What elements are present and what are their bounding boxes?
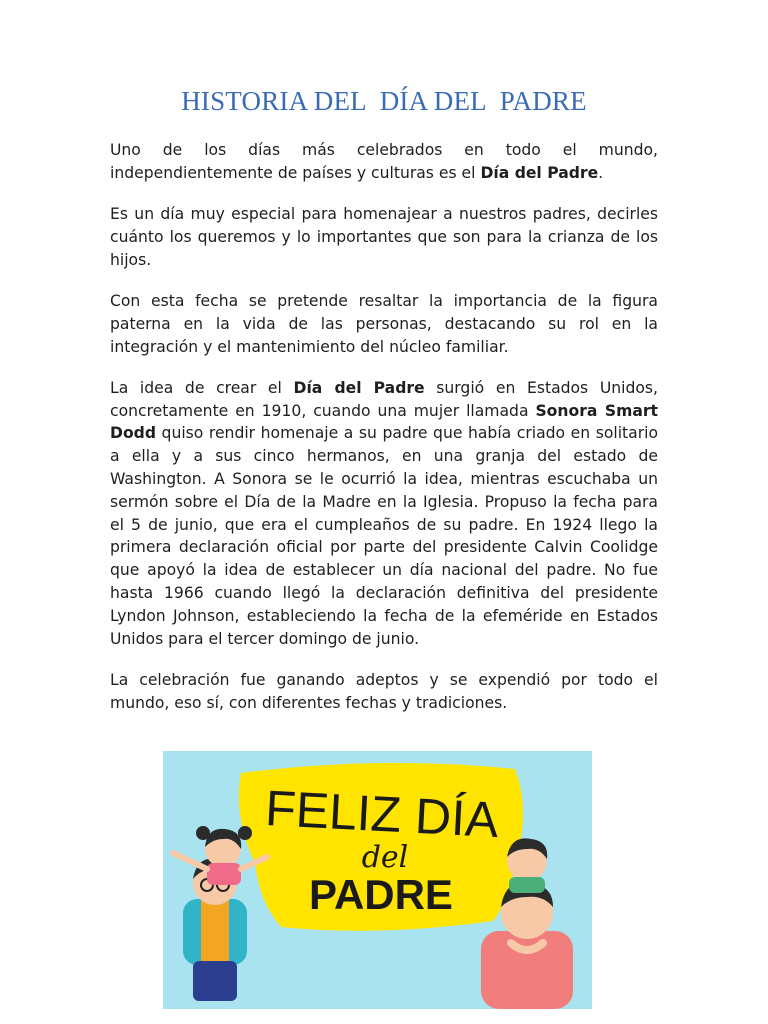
left-dad-shirt-stripes	[201, 899, 229, 965]
paragraph-4	[110, 377, 658, 651]
right-dad-torso	[481, 931, 573, 1009]
left-girl-ponytail-left	[196, 826, 210, 840]
paragraph-4-text-a: La idea de crear el	[110, 378, 294, 397]
document-title: HISTORIA DEL DÍA DEL PADRE	[181, 86, 587, 116]
paragraph-4-bold-a: Día del Padre	[293, 378, 425, 397]
left-girl-ponytail-right	[238, 826, 252, 840]
fathers-day-poster	[163, 751, 592, 1009]
paragraph-2: Es un día muy especial para homenajear a nuestros padres, decirles cuánto los queremos y lo importantes que son para la crianza de los hijos.	[110, 205, 658, 269]
poster-line-3: PADRE	[309, 871, 453, 918]
paragraph-3: Con esta fecha se pretende resaltar la importancia de la figura paterna en la vida de las personas, destacando su rol en la integración y el mantenimiento del núcleo familiar.	[110, 291, 658, 356]
document-body	[110, 139, 658, 733]
paragraph-5: La celebración fue ganando adeptos y se expendió por todo el mundo, eso sí, con diferentes fechas y tradiciones.	[110, 670, 658, 712]
poster-line-2: del	[361, 840, 409, 875]
right-boy-shirt	[509, 877, 545, 893]
paragraph-4-bold-b: Sonora Smart Dodd	[110, 401, 658, 443]
poster-line-1: FELIZ DÍA	[263, 779, 500, 849]
paragraph-1-text-a: Uno de los días más celebrados en todo el mundo, independientemente de países y culturas es el	[110, 141, 658, 182]
left-girl-dress	[207, 863, 241, 885]
paragraph-1	[110, 139, 658, 185]
paragraph-4-text-e: quiso rendir homenaje a su padre que había criado en solitario a ella y a sus cinco hermanos, en una granja del estado de Washington. A Sonora se le ocurrió la idea, mientras escuchaba un sermón sobre el Día de la Madre en la Iglesia. Propuso la fecha para el 5 de junio, que era el cumpleaños de su padre. En 1924 llego la primera declaración oficial por parte del presidente Calvin Coolidge que apoyó la idea de establecer un día nacional del padre. No fue hasta 1966 cuando llegó la declaración definitiva del presidente Lyndon Johnson, estableciendo la fecha de la efeméride en Estados Unidos para el tercer domingo de junio.	[110, 424, 658, 648]
paragraph-1-bold: Día del Padre	[480, 163, 599, 182]
left-dad-legs	[193, 961, 237, 1001]
paragraph-1-text-c: .	[598, 163, 604, 182]
paragraph-4-text-c: surgió en Estados Unidos, concretamente en 1910, cuando una mujer llamada	[110, 378, 658, 420]
